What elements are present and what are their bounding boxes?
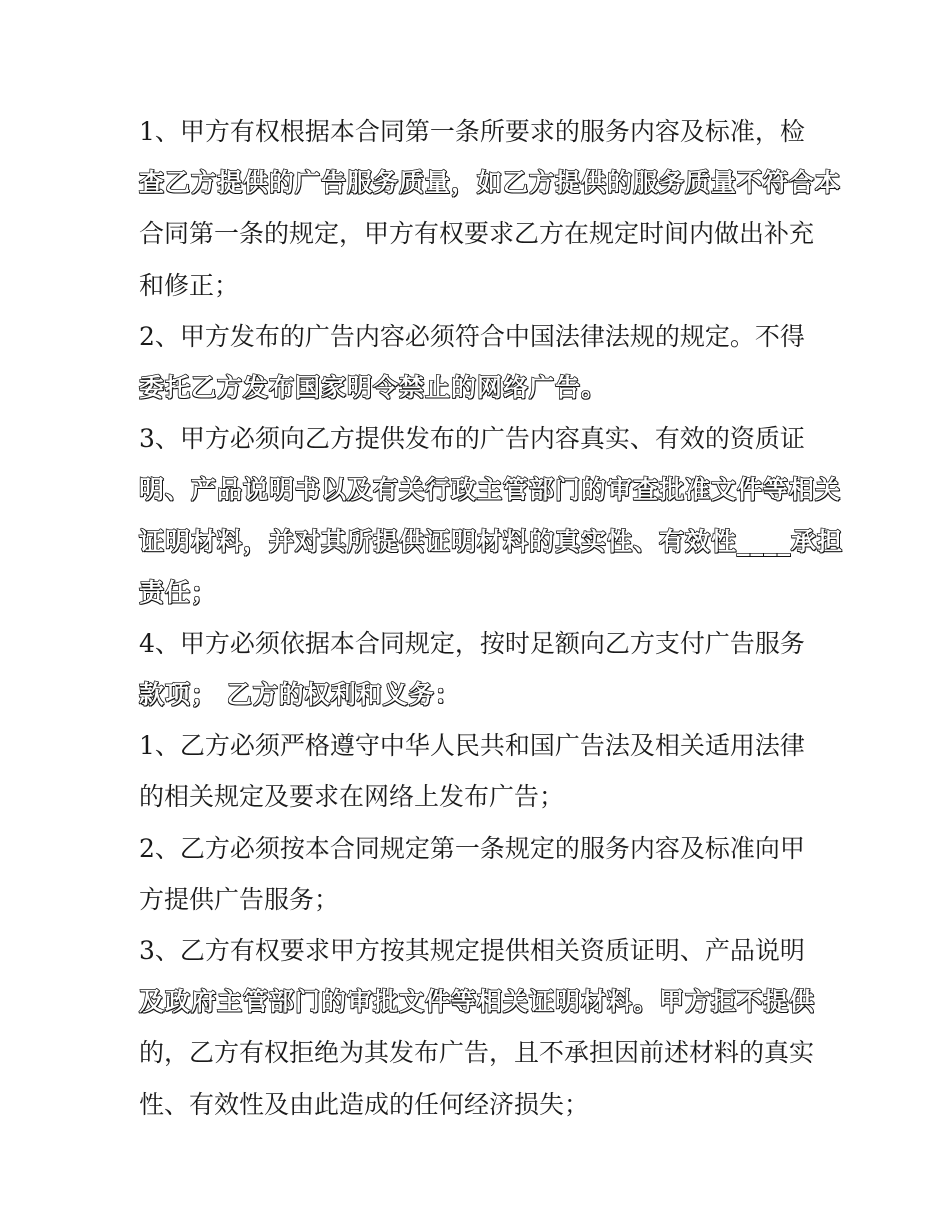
text-line: 责任； [139, 577, 218, 607]
text-line: 性、有效性及由此造成的任何经济损失； [139, 1089, 590, 1119]
text-line: 证明材料，并对其所提供证明材料的真实性、有效性____承担 [139, 526, 844, 556]
text-line: 2、甲方发布的广告内容必须符合中国法律法规的规定。不得 [139, 321, 805, 351]
text-line: 1、乙方必须严格遵守中华人民共和国广告法及相关适用法律 [139, 731, 805, 761]
text-line: 1、甲方有权根据本合同第一条所要求的服务内容及标准，检 [139, 117, 805, 146]
text-line: 明、产品说明书以及有关行政主管部门的审查批准文件等相关 [139, 475, 842, 505]
text-line: 4、甲方必须依据本合同规定，按时足额向乙方支付广告服务 [139, 628, 805, 658]
text-line: 的相关规定及要求在网络上发布广告； [139, 782, 565, 812]
text-line: 2、乙方必须按本合同规定第一条规定的服务内容及标准向甲 [139, 833, 805, 863]
text-line: 合同第一条的规定，甲方有权要求乙方在规定时间内做出补充 [139, 219, 815, 249]
text-line: 委托乙方发布国家明令禁止的网络广告。 [139, 372, 608, 402]
text-line: 及政府主管部门的审批文件等相关证明材料。甲方拒不提供 [139, 987, 816, 1017]
text-line: 和修正； [139, 270, 240, 300]
text-line: 3、甲方必须向乙方提供发布的广告内容真实、有效的资质证 [139, 424, 805, 454]
text-line: 方提供广告服务； [139, 884, 340, 914]
text-line: 款项； 乙方的权利和义务： [139, 680, 461, 710]
document-body [139, 106, 844, 1130]
text-line: 3、乙方有权要求甲方按其规定提供相关资质证明、产品说明 [139, 936, 805, 965]
text-line: 查乙方提供的广告服务质量，如乙方提供的服务质量不符合本 [139, 168, 842, 198]
text-line: 的，乙方有权拒绝为其发布广告，且不承担因前述材料的真实 [139, 1038, 815, 1068]
